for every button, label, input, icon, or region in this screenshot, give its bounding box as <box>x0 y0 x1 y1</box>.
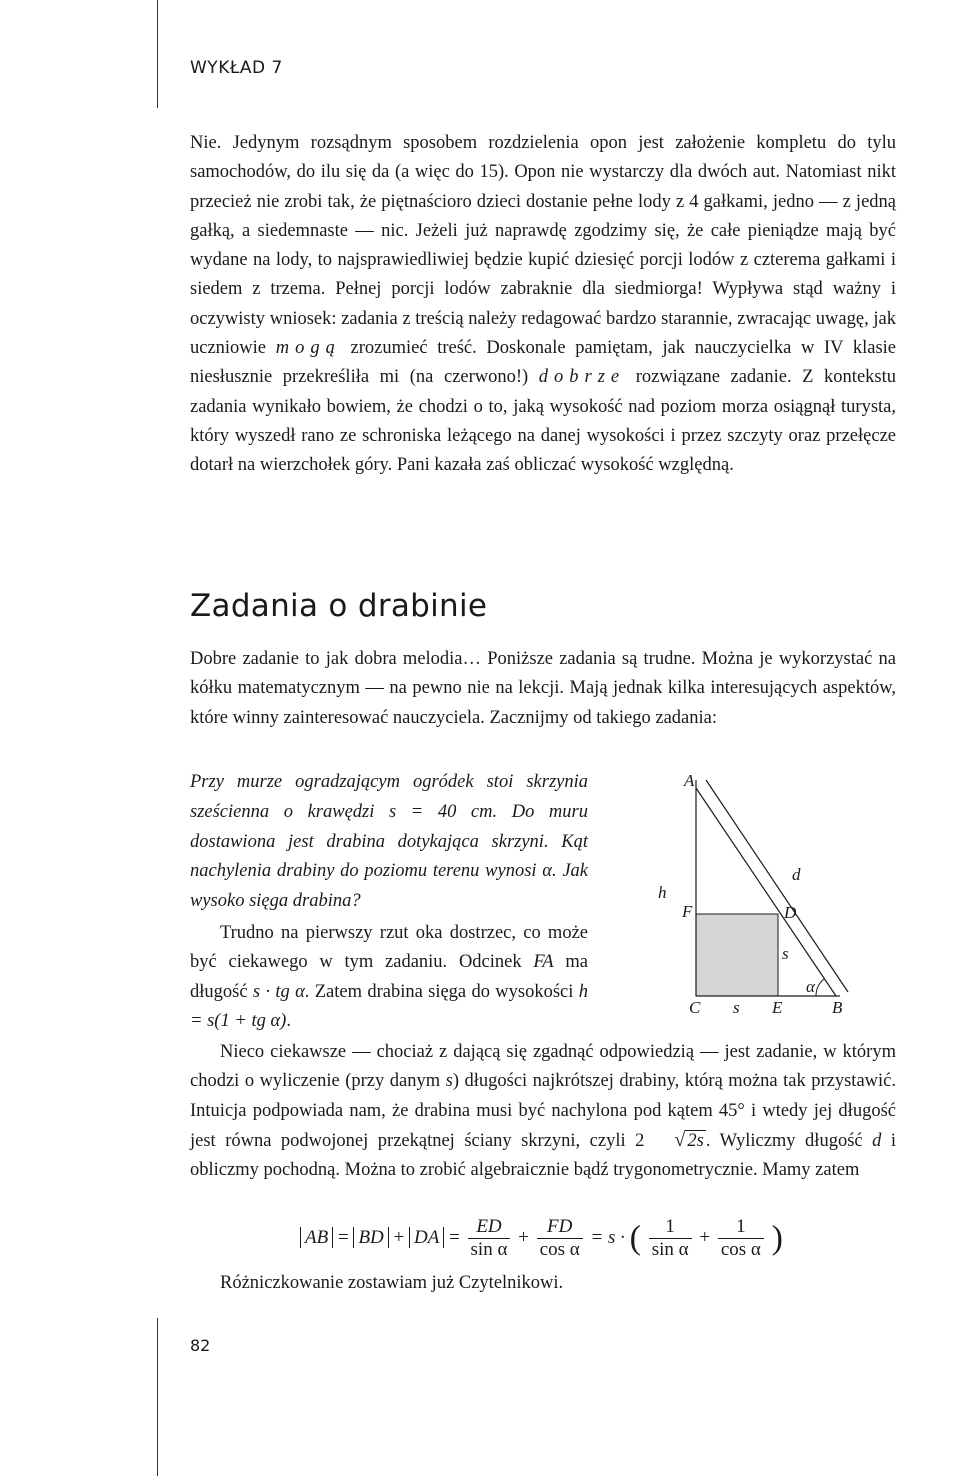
label-h: h <box>658 883 667 902</box>
radical-sign: √ <box>674 1128 686 1151</box>
label-A: A <box>684 771 695 790</box>
fraction-denominator: cos α <box>720 1239 761 1260</box>
height-expression: h = s(1 + tg α) <box>190 981 588 1031</box>
cube-box <box>696 914 778 996</box>
label-E: E <box>772 998 783 1017</box>
abs-BD: BD <box>353 1227 388 1248</box>
paragraph-text: . Wyliczmy długość <box>705 1130 873 1151</box>
fraction-denominator: sin α <box>651 1239 689 1260</box>
emphasis-moga: mogą <box>275 338 341 359</box>
equals-sign: = <box>337 1226 349 1248</box>
running-header: WYKŁAD 7 <box>190 58 283 78</box>
fraction-FD-cos <box>537 1216 583 1261</box>
right-paren: ) <box>771 1219 783 1257</box>
label-B: B <box>832 998 843 1017</box>
fraction-ED-sin <box>468 1216 511 1261</box>
paragraph-ice-cream <box>190 129 896 481</box>
fraction-numerator: ED <box>468 1216 511 1239</box>
abs-AB: AB <box>300 1227 333 1248</box>
alpha-arc <box>816 979 824 996</box>
equals-sign: = <box>449 1226 460 1248</box>
label-F: F <box>682 902 693 921</box>
equals-s-times: = s · <box>590 1226 625 1248</box>
margin-rule-top <box>157 0 158 108</box>
emphasis-dobrze: dobrze <box>538 367 626 388</box>
page-number: 82 <box>190 1336 211 1355</box>
plus-sign: + <box>699 1226 711 1248</box>
sqrt-expression <box>644 1126 705 1156</box>
fraction-denominator: cos α <box>539 1239 580 1260</box>
fraction-numerator: 1 <box>718 1216 764 1239</box>
task-statement: Przy murze ogradzającym ogródek stoi skrzynia sześcienna o krawędzi s = 40 cm. Do muru dostawiona jest drabina dotykająca skrzyni. Kąt nachylenia drabiny do poziomu terenu wynosi α. Jak wysoko sięga drabina? <box>190 772 588 912</box>
paragraph-intro: Dobre zadanie to jak dobra melodia… Poniższe zadania są trudne. Można je wykorzystać na kółku matematycznym — na pewno nie na lekcji. Mają jednak kilka interesujących aspektów, które winny zainteresować nauczyciela. Zacznijmy od takiego zadania: <box>190 649 896 728</box>
label-C: C <box>689 998 701 1017</box>
fraction-numerator: 1 <box>649 1216 692 1239</box>
sqrt-argument: 2s <box>687 1130 704 1151</box>
paragraph-text: i obliczmy pochodną. Można to zrobić algebraicznie bądź trygonometrycznie. Mamy zatem <box>190 1130 897 1181</box>
section-title: Zadania o drabinie <box>190 588 488 624</box>
margin-rule-bottom <box>157 1318 158 1476</box>
fraction-1-sin <box>649 1216 692 1261</box>
paragraph-text: ) długości najkrótszej drabiny, którą można tak przystawić. Intuicja podpowiada nam, że drabina musi być nachylona pod kątem 45° i wtedy jej długość jest równa podwojonej przekątnej ściany skrzyni, czyli 2 <box>190 1071 896 1151</box>
fraction-numerator: FD <box>537 1216 583 1239</box>
paragraph-text: . <box>286 1010 291 1031</box>
label-D: D <box>784 903 797 922</box>
paragraph-solution <box>190 919 588 1036</box>
plus-sign: + <box>393 1226 405 1248</box>
paragraph-text: zrozumieć treść. Doskonale pamiętam, jak nauczycielka w IV klasie niesłusznie przekreśliła mi (na czerwono!) <box>190 338 896 388</box>
paragraph-text: Trudno na pierwszy rzut oka dostrzec, co może być ciekawego w tym zadaniu. Odcinek <box>190 923 588 973</box>
label-alpha: α <box>806 977 815 996</box>
variable-s: s <box>445 1071 453 1092</box>
label-d: d <box>792 865 801 884</box>
label-s-side: s <box>782 944 789 963</box>
paragraph-text: ma długość <box>190 952 588 1002</box>
paragraph-shortest-ladder <box>190 1038 896 1185</box>
ladder-length-formula <box>300 1216 783 1261</box>
paragraph-text: Nieco ciekawsze — chociaż z dającą się zgadnąć odpowiedzią — jest zadanie, w którym chodzi o wyliczenie (przy danym <box>190 1042 896 1092</box>
left-paren: ( <box>629 1219 641 1257</box>
plus-sign: + <box>518 1226 529 1248</box>
variable-d: d <box>872 1130 882 1151</box>
paragraph-text: rozwiązane zadanie. Z kontekstu zadania wynikało bowiem, że chodzi o to, jaką wysokość nad poziom morza osiągnął turysta, który wyszedł rano ze schroniska leżącego na danej wysokości i przez szczyty oraz przełęcze dotarł na wierzchołek góry. Pani kazała zaś obliczać wysokość względną. <box>190 367 896 476</box>
ladder-diagram <box>640 766 860 1020</box>
paragraph-text: . Zatem drabina sięga do wysokości <box>304 981 579 1002</box>
length-expression: s · tg α <box>252 981 305 1002</box>
paragraph-text: Nie. Jedynym rozsądnym sposobem rozdzielenia opon jest założenie kompletu do tylu samochodów, do ilu się da (a więc do 15). Opon nie wystarczy dla dwóch aut. Natomiast nikt przecież nie zrobi tak, że piętnaścioro dzieci dostanie pełne lody z 4 gałkami, jedno — z jedną gałką, a siedemnaste — nic. Jeżeli już naprawdę zgodzimy się, że całe pieniądze mają być wydane na lody, to najsprawiedliwiej będzie kupić dziesięć porcji lodów z czterema gałkami i siedem z trzema. Pełnej porcji lodów zabraknie dla siedmiorga! Wypływa stąd ważny i oczywisty wniosek: zadania z treścią należy redagować bardzo starannie, zwracając uwagę, jak uczniowie <box>190 133 896 359</box>
abs-DA: DA <box>409 1227 444 1248</box>
segment-FA: FA <box>533 952 554 973</box>
label-s-base: s <box>733 998 740 1017</box>
fraction-denominator: sin α <box>470 1239 508 1260</box>
fraction-1-cos <box>718 1216 764 1261</box>
closing-sentence: Różniczkowanie zostawiam już Czytelnikowi. <box>220 1273 564 1293</box>
